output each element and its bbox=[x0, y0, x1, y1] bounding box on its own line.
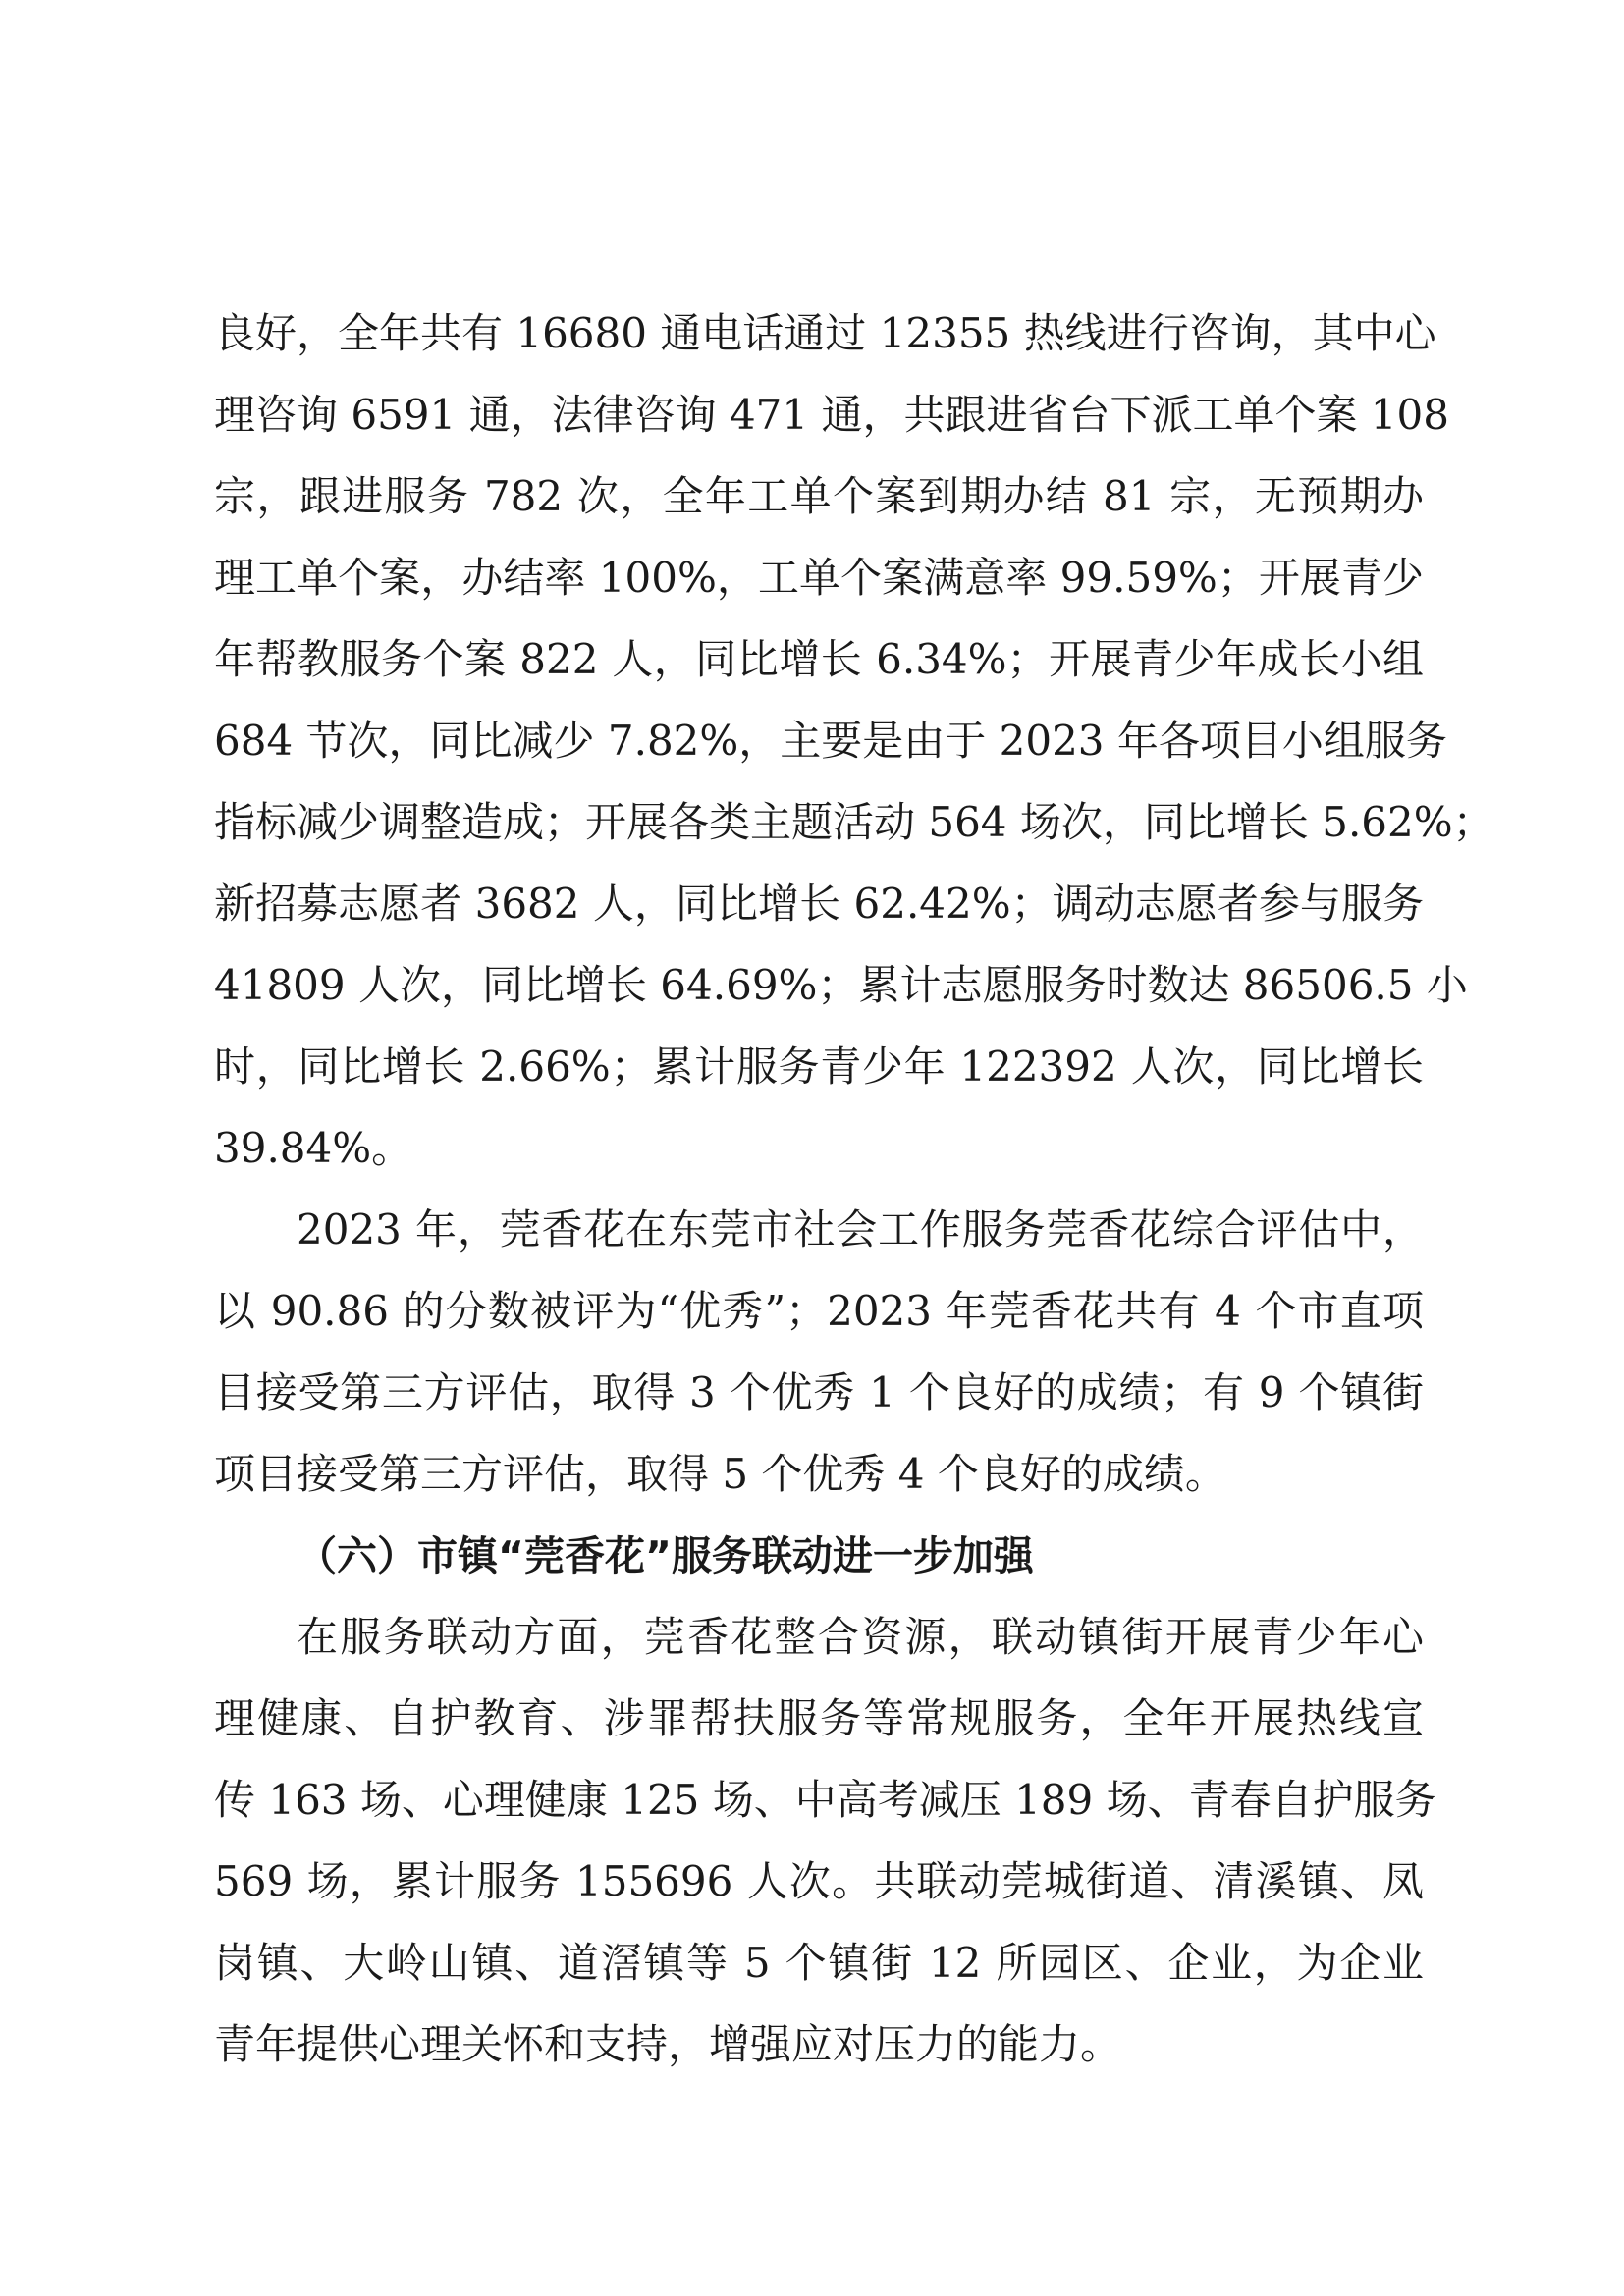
body-line: 良好，全年共有 16680 通电话通过 12355 热线进行咨询，其中心 bbox=[214, 309, 1436, 357]
body-line: 569 场，累计服务 155696 人次。共联动莞城街道、清溪镇、凤 bbox=[214, 1857, 1424, 1905]
body-line: 岗镇、大岭山镇、道滘镇等 5 个镇街 12 所园区、企业，为企业 bbox=[214, 1939, 1424, 1987]
body-line: 理健康、自护教育、涉罪帮扶服务等常规服务，全年开展热线宣 bbox=[214, 1694, 1424, 1742]
body-line: 青年提供心理关怀和支持，增强应对压力的能力。 bbox=[214, 2020, 1122, 2068]
body-line: 传 163 场、心理健康 125 场、中高考减压 189 场、青春自护服务 bbox=[214, 1776, 1436, 1824]
body-line: 2023 年，莞香花在东莞市社会工作服务莞香花综合评估中， bbox=[297, 1205, 1424, 1254]
body-line: 年帮教服务个案 822 人，同比增长 6.34%；开展青少年成长小组 bbox=[214, 635, 1424, 683]
body-line: 684 节次，同比减少 7.82%，主要是由于 2023 年各项目小组服务 bbox=[214, 717, 1447, 765]
body-line: 理工单个案，办结率 100%，工单个案满意率 99.59%；开展青少 bbox=[214, 554, 1424, 602]
body-line: 以 90.86 的分数被评为“优秀”；2023 年莞香花共有 4 个市直项 bbox=[214, 1287, 1424, 1335]
body-line: 在服务联动方面，莞香花整合资源，联动镇街开展青少年心 bbox=[297, 1613, 1424, 1661]
body-line: 39.84%。 bbox=[214, 1124, 413, 1172]
body-line: 时，同比增长 2.66%；累计服务青少年 122392 人次，同比增长 bbox=[214, 1042, 1424, 1091]
body-line: 新招募志愿者 3682 人，同比增长 62.42%；调动志愿者参与服务 bbox=[214, 880, 1424, 928]
body-line: 宗，跟进服务 782 次，全年工单个案到期办结 81 宗，无预期办 bbox=[214, 472, 1424, 520]
body-line: 理咨询 6591 通，法律咨询 471 通，共跟进省台下派工单个案 108 bbox=[214, 391, 1449, 439]
body-line: 目接受第三方评估，取得 3 个优秀 1 个良好的成绩；有 9 个镇街 bbox=[214, 1368, 1424, 1416]
body-line: 指标减少调整造成；开展各类主题活动 564 场次，同比增长 5.62%； bbox=[214, 798, 1494, 846]
body-line: 项目接受第三方评估，取得 5 个优秀 4 个良好的成绩。 bbox=[214, 1450, 1226, 1498]
body-line: 41809 人次，同比增长 64.69%；累计志愿服务时数达 86506.5 小 bbox=[214, 961, 1468, 1009]
section-heading: （六）市镇“莞香花”服务联动进一步加强 bbox=[297, 1532, 1034, 1579]
